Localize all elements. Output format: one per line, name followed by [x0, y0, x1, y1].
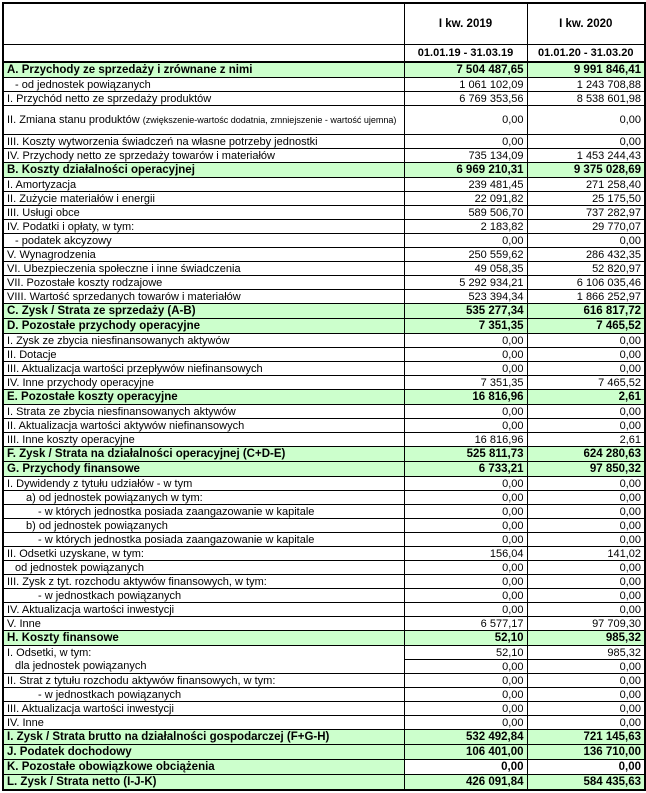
- table-row: [3, 192, 645, 206]
- value-cell-q1-2019: 0,00: [404, 589, 527, 603]
- value-cell-q1-2020: 0,00: [527, 603, 645, 617]
- row-label-cell: IV. Inne przychody operacyjne: [3, 376, 404, 390]
- value-cell-q1-2020: 286 432,35: [527, 248, 645, 262]
- section-row: [3, 760, 645, 775]
- value-cell-q1-2019: 22 091,82: [404, 192, 527, 206]
- value-cell-q1-2019: 532 492,84: [404, 730, 527, 745]
- section-row: [3, 730, 645, 745]
- value-cell-q1-2020: 0,00: [527, 702, 645, 716]
- value-cell-q1-2019: 239 481,45: [404, 178, 527, 192]
- row-label-cell: K. Pozostałe obowiązkowe obciążenia: [3, 760, 404, 775]
- value-cell-q1-2020: 136 710,00: [527, 745, 645, 760]
- table-row: [3, 674, 645, 688]
- section-row: [3, 304, 645, 319]
- value-cell-q1-2019: 0,00: [404, 561, 527, 575]
- row-label-cell: - podatek akcyzowy: [3, 234, 404, 248]
- row-label-cell: II. Dotacje: [3, 348, 404, 362]
- row-label-cell: IV. Inne: [3, 716, 404, 730]
- profit-and-loss-report: [2, 2, 644, 791]
- table-row: [3, 589, 645, 603]
- value-cell-q1-2020: 7 465,52: [527, 376, 645, 390]
- row-label-cell: VII. Pozostałe koszty rodzajowe: [3, 276, 404, 290]
- value-cell-q1-2019: 0,00: [404, 702, 527, 716]
- row-label-cell: I. Zysk ze zbycia niesfinansowanych aktywów: [3, 334, 404, 348]
- value-cell-q1-2019: 535 277,34: [404, 304, 527, 319]
- row-label-cell: VIII. Wartość sprzedanych towarów i materiałów: [3, 290, 404, 304]
- header-corner-cell-2: [3, 45, 404, 63]
- table-row: [3, 78, 645, 92]
- value-cell-q1-2019: 52,10: [404, 631, 527, 646]
- value-cell-q1-2019: 16 816,96: [404, 390, 527, 405]
- value-cell-q1-2019: 52,10: [404, 646, 527, 660]
- value-cell-q1-2019: 589 506,70: [404, 206, 527, 220]
- row-label-cell: II. Odsetki uzyskane, w tym:: [3, 547, 404, 561]
- row-label-cell: dla jednostek powiązanych: [3, 660, 404, 674]
- value-cell-q1-2020: 97 709,30: [527, 617, 645, 631]
- value-cell-q1-2020: 0,00: [527, 660, 645, 674]
- financial-table: [2, 2, 646, 791]
- value-cell-q1-2019: 2 183,82: [404, 220, 527, 234]
- value-cell-q1-2020: 0,00: [527, 688, 645, 702]
- value-cell-q1-2019: 0,00: [404, 334, 527, 348]
- value-cell-q1-2020: 29 770,07: [527, 220, 645, 234]
- value-cell-q1-2019: 0,00: [404, 491, 527, 505]
- table-row: [3, 290, 645, 304]
- table-row: [3, 617, 645, 631]
- value-cell-q1-2019: 5 292 934,21: [404, 276, 527, 290]
- header-q1-2019-period: 01.01.19 - 31.03.19: [404, 45, 527, 63]
- value-cell-q1-2019: 7 351,35: [404, 319, 527, 334]
- table-row: [3, 405, 645, 419]
- table-row: [3, 433, 645, 447]
- table-row: [3, 688, 645, 702]
- value-cell-q1-2019: 106 401,00: [404, 745, 527, 760]
- value-cell-q1-2020: 0,00: [527, 477, 645, 491]
- value-cell-q1-2020: 6 106 035,46: [527, 276, 645, 290]
- value-cell-q1-2020: 721 145,63: [527, 730, 645, 745]
- row-label-cell: III. Aktualizacja wartości przepływów niefinansowych: [3, 362, 404, 376]
- section-row: [3, 631, 645, 646]
- value-cell-q1-2020: 271 258,40: [527, 178, 645, 192]
- row-label-cell: I. Zysk / Strata brutto na działalności gospodarczej (F+G-H): [3, 730, 404, 745]
- value-cell-q1-2020: 0,00: [527, 760, 645, 775]
- value-cell-q1-2020: 0,00: [527, 362, 645, 376]
- value-cell-q1-2020: 0,00: [527, 561, 645, 575]
- row-label-cell: J. Podatek dochodowy: [3, 745, 404, 760]
- value-cell-q1-2020: 0,00: [527, 135, 645, 149]
- table-row: [3, 519, 645, 533]
- row-label-cell: V. Inne: [3, 617, 404, 631]
- header-period-row: [3, 45, 645, 63]
- table-row: [3, 178, 645, 192]
- row-label-cell: V. Wynagrodzenia: [3, 248, 404, 262]
- table-row: [3, 135, 645, 149]
- value-cell-q1-2019: 0,00: [404, 106, 527, 135]
- row-label-cell: od jednostek powiązanych: [3, 561, 404, 575]
- value-cell-q1-2019: 6 969 210,31: [404, 163, 527, 178]
- table-row: [3, 262, 645, 276]
- value-cell-q1-2019: 523 394,34: [404, 290, 527, 304]
- value-cell-q1-2020: 9 375 028,69: [527, 163, 645, 178]
- row-label-cell: VI. Ubezpieczenia społeczne i inne świadczenia: [3, 262, 404, 276]
- section-row: [3, 163, 645, 178]
- row-label-cell: II. Strat z tytułu rozchodu aktywów finansowych, w tym:: [3, 674, 404, 688]
- value-cell-q1-2019: 0,00: [404, 519, 527, 533]
- value-cell-q1-2020: 0,00: [527, 348, 645, 362]
- value-cell-q1-2020: 9 991 846,41: [527, 62, 645, 78]
- header-corner-cell: [3, 3, 404, 45]
- row-label-cell: I. Amortyzacja: [3, 178, 404, 192]
- table-row: [3, 603, 645, 617]
- table-row: [3, 334, 645, 348]
- value-cell-q1-2020: 0,00: [527, 106, 645, 135]
- value-cell-q1-2020: 0,00: [527, 505, 645, 519]
- table-row: [3, 505, 645, 519]
- table-row: [3, 248, 645, 262]
- row-label-cell: II. Zużycie materiałów i energii: [3, 192, 404, 206]
- row-label-cell: II. Aktualizacja wartości aktywów niefinansowych: [3, 419, 404, 433]
- value-cell-q1-2019: 0,00: [404, 603, 527, 617]
- table-row: [3, 561, 645, 575]
- header-q1-2020-title: I kw. 2020: [527, 3, 645, 45]
- value-cell-q1-2020: 0,00: [527, 575, 645, 589]
- header-q1-2019-title: I kw. 2019: [404, 3, 527, 45]
- table-row: [3, 149, 645, 163]
- table-row: [3, 220, 645, 234]
- value-cell-q1-2019: 7 351,35: [404, 376, 527, 390]
- row-label-cell: - w których jednostka posiada zaangazowanie w kapitale: [3, 533, 404, 547]
- value-cell-q1-2019: 735 134,09: [404, 149, 527, 163]
- row-label-cell: D. Pozostałe przychody operacyjne: [3, 319, 404, 334]
- row-label-cell: IV. Aktualizacja wartości inwestycji: [3, 603, 404, 617]
- value-cell-q1-2019: 0,00: [404, 234, 527, 248]
- value-cell-q1-2020: 25 175,50: [527, 192, 645, 206]
- table-row: [3, 491, 645, 505]
- table-row: [3, 234, 645, 248]
- table-row: [3, 533, 645, 547]
- row-label-cell: B. Koszty działalności operacyjnej: [3, 163, 404, 178]
- table-row: [3, 376, 645, 390]
- value-cell-q1-2020: 8 538 601,98: [527, 92, 645, 106]
- row-label-cell: G. Przychody finansowe: [3, 462, 404, 477]
- table-row: [3, 575, 645, 589]
- value-cell-q1-2020: 0,00: [527, 405, 645, 419]
- value-cell-q1-2020: 624 280,63: [527, 447, 645, 462]
- row-label-cell: IV. Przychody netto ze sprzedaży towarów i materiałów: [3, 149, 404, 163]
- table-row: [3, 547, 645, 561]
- header-title-row: [3, 3, 645, 45]
- row-label-cell: A. Przychody ze sprzedaży i zrównane z nimi: [3, 62, 404, 78]
- value-cell-q1-2020: 0,00: [527, 589, 645, 603]
- table-row: [3, 348, 645, 362]
- row-label-cell: L. Zysk / Strata netto (I-J-K): [3, 775, 404, 791]
- row-label-cell: E. Pozostałe koszty operacyjne: [3, 390, 404, 405]
- table-row: [3, 646, 645, 660]
- value-cell-q1-2020: 0,00: [527, 533, 645, 547]
- value-cell-q1-2019: 0,00: [404, 674, 527, 688]
- value-cell-q1-2019: 0,00: [404, 348, 527, 362]
- section-row: [3, 319, 645, 334]
- table-row: [3, 106, 645, 135]
- row-label-note: (zwiększenie-wartośc dodatnia, zmniejszenie - wartość ujemna): [142, 115, 397, 125]
- row-label-cell: III. Aktualizacja wartości inwestycji: [3, 702, 404, 716]
- row-label-cell: I. Odsetki, w tym:: [3, 646, 404, 660]
- row-label-cell: F. Zysk / Strata na działalności operacyjnej (C+D-E): [3, 447, 404, 462]
- value-cell-q1-2020: 141,02: [527, 547, 645, 561]
- value-cell-q1-2019: 0,00: [404, 405, 527, 419]
- value-cell-q1-2019: 0,00: [404, 716, 527, 730]
- section-row: [3, 447, 645, 462]
- value-cell-q1-2019: 6 769 353,56: [404, 92, 527, 106]
- value-cell-q1-2020: 7 465,52: [527, 319, 645, 334]
- value-cell-q1-2020: 1 243 708,88: [527, 78, 645, 92]
- table-body: [3, 62, 645, 790]
- section-row: [3, 745, 645, 760]
- table-row: [3, 206, 645, 220]
- row-label-cell: III. Zysk z tyt. rozchodu aktywów finansowych, w tym:: [3, 575, 404, 589]
- value-cell-q1-2020: 0,00: [527, 491, 645, 505]
- table-row: [3, 92, 645, 106]
- row-label-cell: - od jednostek powiązanych: [3, 78, 404, 92]
- table-row: [3, 660, 645, 674]
- section-row: [3, 462, 645, 477]
- value-cell-q1-2020: 985,32: [527, 631, 645, 646]
- table-row: [3, 477, 645, 491]
- table-row: [3, 419, 645, 433]
- row-label-cell: II. Zmiana stanu produktów (zwiększenie-wartośc dodatnia, zmniejszenie - wartość ujemna): [3, 106, 404, 135]
- value-cell-q1-2019: 6 577,17: [404, 617, 527, 631]
- value-cell-q1-2019: 0,00: [404, 135, 527, 149]
- row-label-cell: - w jednostkach powiązanych: [3, 589, 404, 603]
- header-q1-2020-period: 01.01.20 - 31.03.20: [527, 45, 645, 63]
- table-row: [3, 716, 645, 730]
- section-row: [3, 390, 645, 405]
- row-label-cell: IV. Podatki i opłaty, w tym:: [3, 220, 404, 234]
- row-label-cell: H. Koszty finansowe: [3, 631, 404, 646]
- value-cell-q1-2020: 0,00: [527, 674, 645, 688]
- value-cell-q1-2019: 525 811,73: [404, 447, 527, 462]
- value-cell-q1-2019: 49 058,35: [404, 262, 527, 276]
- row-label-cell: III. Koszty wytworzenia świadczeń na własne potrzeby jednostki: [3, 135, 404, 149]
- value-cell-q1-2020: 0,00: [527, 716, 645, 730]
- value-cell-q1-2020: 584 435,63: [527, 775, 645, 791]
- row-label-cell: - w jednostkach powiązanych: [3, 688, 404, 702]
- value-cell-q1-2019: 156,04: [404, 547, 527, 561]
- value-cell-q1-2019: 0,00: [404, 660, 527, 674]
- value-cell-q1-2019: 0,00: [404, 477, 527, 491]
- value-cell-q1-2020: 616 817,72: [527, 304, 645, 319]
- value-cell-q1-2019: 0,00: [404, 688, 527, 702]
- value-cell-q1-2019: 426 091,84: [404, 775, 527, 791]
- row-label-cell: a) od jednostek powiązanych w tym:: [3, 491, 404, 505]
- value-cell-q1-2019: 0,00: [404, 419, 527, 433]
- value-cell-q1-2019: 7 504 487,65: [404, 62, 527, 78]
- value-cell-q1-2020: 737 282,97: [527, 206, 645, 220]
- value-cell-q1-2020: 0,00: [527, 519, 645, 533]
- value-cell-q1-2020: 97 850,32: [527, 462, 645, 477]
- value-cell-q1-2019: 0,00: [404, 575, 527, 589]
- value-cell-q1-2019: 0,00: [404, 505, 527, 519]
- table-row: [3, 362, 645, 376]
- value-cell-q1-2019: 6 733,21: [404, 462, 527, 477]
- table-row: [3, 702, 645, 716]
- value-cell-q1-2019: 16 816,96: [404, 433, 527, 447]
- value-cell-q1-2019: 0,00: [404, 533, 527, 547]
- value-cell-q1-2019: 0,00: [404, 362, 527, 376]
- row-label-cell: b) od jednostek powiązanych: [3, 519, 404, 533]
- value-cell-q1-2020: 1 453 244,43: [527, 149, 645, 163]
- row-label-cell: C. Zysk / Strata ze sprzedaży (A-B): [3, 304, 404, 319]
- section-row: [3, 62, 645, 78]
- row-label-cell: I. Przychód netto ze sprzedaży produktów: [3, 92, 404, 106]
- value-cell-q1-2020: 0,00: [527, 419, 645, 433]
- row-label-cell: - w których jednostka posiada zaangazowanie w kapitale: [3, 505, 404, 519]
- value-cell-q1-2020: 1 866 252,97: [527, 290, 645, 304]
- section-row: [3, 775, 645, 791]
- value-cell-q1-2019: 0,00: [404, 760, 527, 775]
- value-cell-q1-2020: 985,32: [527, 646, 645, 660]
- row-label-cell: III. Inne koszty operacyjne: [3, 433, 404, 447]
- value-cell-q1-2020: 0,00: [527, 334, 645, 348]
- value-cell-q1-2019: 250 559,62: [404, 248, 527, 262]
- row-label-cell: I. Strata ze zbycia niesfinansowanych aktywów: [3, 405, 404, 419]
- value-cell-q1-2020: 52 820,97: [527, 262, 645, 276]
- value-cell-q1-2019: 1 061 102,09: [404, 78, 527, 92]
- table-row: [3, 276, 645, 290]
- value-cell-q1-2020: 0,00: [527, 234, 645, 248]
- value-cell-q1-2020: 2,61: [527, 390, 645, 405]
- value-cell-q1-2020: 2,61: [527, 433, 645, 447]
- row-label-cell: III. Usługi obce: [3, 206, 404, 220]
- row-label-cell: I. Dywidendy z tytułu udziałów - w tym: [3, 477, 404, 491]
